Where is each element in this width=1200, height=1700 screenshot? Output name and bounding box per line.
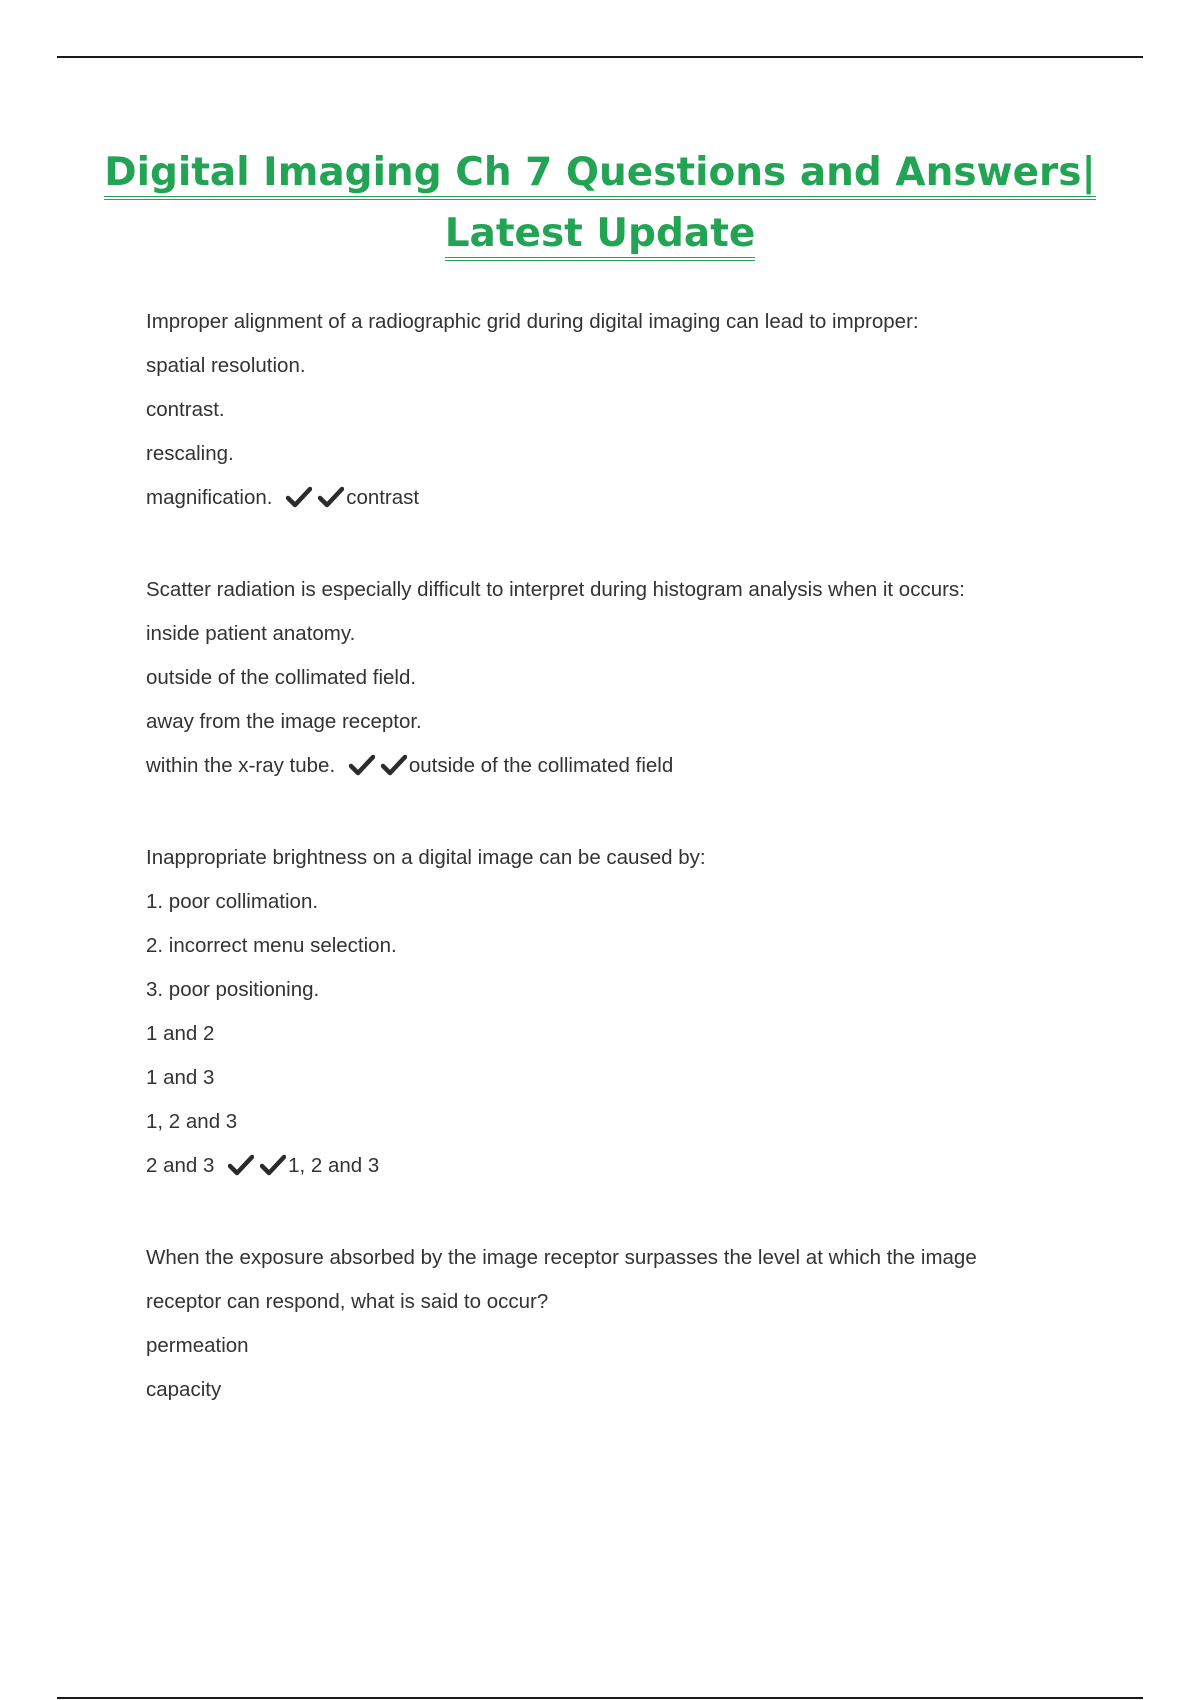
correct-answer: contrast <box>346 486 420 509</box>
option: within the x-ray tube. <box>146 754 336 777</box>
option: 1, 2 and 3 <box>146 1110 238 1133</box>
option: outside of the collimated field. <box>146 666 417 689</box>
option: rescaling. <box>146 442 234 465</box>
checkmark-icon <box>228 1154 254 1176</box>
option: 2 and 3 <box>146 1154 215 1177</box>
document-title <box>100 142 1100 264</box>
option: 2. incorrect menu selection. <box>146 934 397 957</box>
option: 3. poor positioning. <box>146 978 320 1001</box>
question-list <box>146 304 1086 1464</box>
option: permeation <box>146 1334 249 1357</box>
correct-answer: 1, 2 and 3 <box>288 1154 380 1177</box>
option: away from the image receptor. <box>146 710 422 733</box>
option: 1 and 2 <box>146 1022 215 1045</box>
option: contrast. <box>146 398 225 421</box>
option: inside patient anatomy. <box>146 622 356 645</box>
checkmark-icon <box>318 486 344 508</box>
answer-line <box>146 748 1086 792</box>
option: capacity <box>146 1378 222 1401</box>
title-line-1: Digital Imaging Ch 7 Questions and Answers| <box>104 149 1095 200</box>
option: magnification. <box>146 486 273 509</box>
checkmark-icon <box>381 754 407 776</box>
question-stem: receptor can respond, what is said to occur? <box>146 1290 549 1313</box>
checkmark-icon <box>260 1154 286 1176</box>
bottom-rule <box>57 1697 1143 1699</box>
question-block <box>146 840 1086 1192</box>
answer-line <box>146 480 1086 524</box>
answer-line <box>146 1148 1086 1192</box>
top-rule <box>57 56 1143 58</box>
question-stem: Inappropriate brightness on a digital image can be caused by: <box>146 846 706 869</box>
option: spatial resolution. <box>146 354 306 377</box>
correct-answer: outside of the collimated field <box>408 754 674 777</box>
checkmark-icon <box>286 486 312 508</box>
question-stem: Improper alignment of a radiographic grid during digital imaging can lead to improper: <box>146 310 919 333</box>
question-stem: When the exposure absorbed by the image receptor surpasses the level at which the image <box>146 1246 977 1269</box>
question-block <box>146 304 1086 524</box>
title-line-2: Latest Update <box>445 210 756 261</box>
question-block <box>146 1240 1086 1416</box>
checkmark-icon <box>349 754 375 776</box>
option: 1. poor collimation. <box>146 890 319 913</box>
option: 1 and 3 <box>146 1066 215 1089</box>
question-block <box>146 572 1086 792</box>
question-stem: Scatter radiation is especially difficult to interpret during histogram analysis when it occurs: <box>146 578 965 601</box>
